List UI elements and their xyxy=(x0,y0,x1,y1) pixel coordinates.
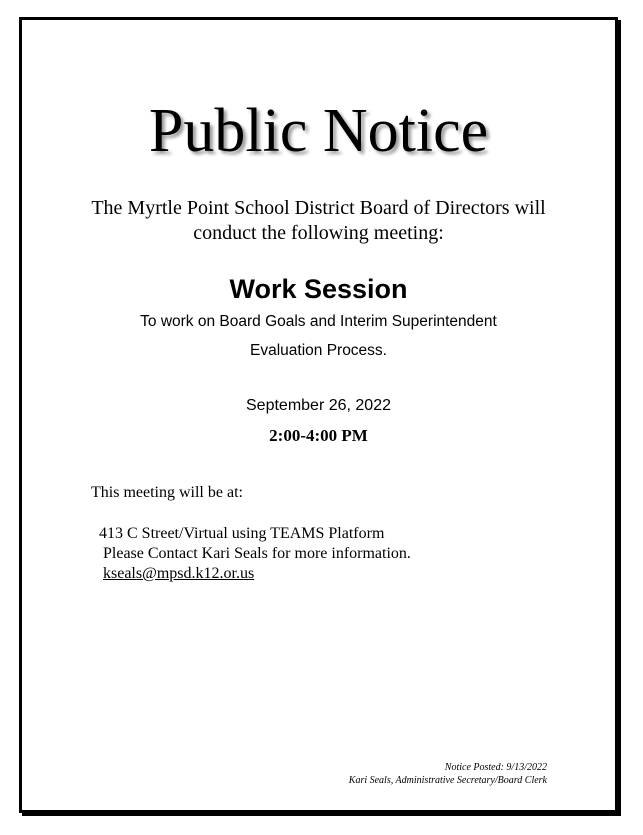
session-description-line-1: To work on Board Goals and Interim Superintendent xyxy=(140,313,497,330)
posted-date: Notice Posted: 9/13/2022 xyxy=(444,762,547,773)
contact-email-link[interactable]: kseals@mpsd.k12.or.us xyxy=(103,565,255,582)
meeting-time: 2:00-4:00 PM xyxy=(269,426,368,445)
page-title: Public Notice xyxy=(148,97,489,165)
contact-text: Please Contact Kari Seals for more information. xyxy=(103,545,411,562)
notice-footer xyxy=(349,761,547,787)
notice-frame xyxy=(19,17,618,813)
location-label: This meeting will be at: xyxy=(91,484,243,501)
intro-text xyxy=(22,196,615,246)
session-description-line-2: Evaluation Process. xyxy=(250,342,387,359)
session-description xyxy=(22,307,615,365)
meeting-address: 413 C Street/Virtual using TEAMS Platform xyxy=(99,525,385,542)
session-title: Work Session xyxy=(229,274,408,304)
signature-line: Kari Seals, Administrative Secretary/Board Clerk xyxy=(348,775,547,786)
intro-line-1: The Myrtle Point School District Board of Directors will xyxy=(91,197,546,219)
intro-line-2: conduct the following meeting: xyxy=(193,222,444,244)
meeting-date: September 26, 2022 xyxy=(246,397,391,414)
